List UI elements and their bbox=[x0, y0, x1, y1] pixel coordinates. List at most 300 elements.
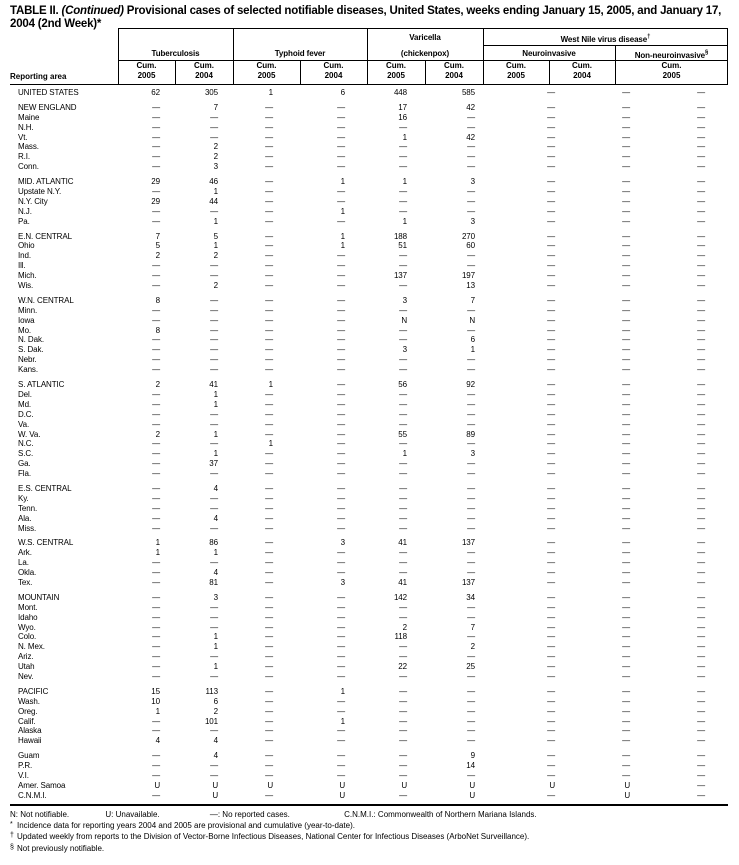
cell-typhoid-2004: — bbox=[337, 736, 345, 746]
cell-typhoid-2004: — bbox=[337, 355, 345, 365]
cell-wnv-neuro-2005: — bbox=[547, 102, 555, 112]
cell-varicella-2004: 9 bbox=[470, 751, 475, 761]
cell-wnv-nonneuro-2005: — bbox=[697, 780, 705, 790]
table-row bbox=[10, 736, 728, 746]
cell-varicella-2004: U bbox=[469, 780, 475, 790]
cell-wnv-neuro-2005: — bbox=[547, 439, 555, 449]
cell-typhoid-2005: — bbox=[265, 152, 273, 162]
cell-wnv-neuro-2005: — bbox=[547, 122, 555, 132]
table-row bbox=[10, 726, 728, 736]
cell-typhoid-2004: — bbox=[337, 642, 345, 652]
table-row bbox=[10, 662, 728, 672]
row-label: Ala. bbox=[18, 513, 32, 523]
cell-typhoid-2005: — bbox=[265, 736, 273, 746]
row-label: Calif. bbox=[18, 716, 36, 726]
cell-tb-2004: 86 bbox=[209, 538, 218, 548]
cell-varicella-2005: 41 bbox=[398, 577, 407, 587]
cell-typhoid-2005: — bbox=[265, 231, 273, 241]
cell-wnv-nonneuro-2005: — bbox=[697, 355, 705, 365]
cell-typhoid-2005: — bbox=[265, 652, 273, 662]
cell-tb-2005: — bbox=[152, 419, 160, 429]
table-row bbox=[10, 578, 728, 588]
table-row bbox=[10, 177, 728, 187]
cell-wnv-nonneuro-2005: — bbox=[697, 716, 705, 726]
cell-tb-2005: — bbox=[152, 365, 160, 375]
cell-wnv-nonneuro-2005: — bbox=[697, 449, 705, 459]
column-header-varicella-2005: Cum. 2005 bbox=[386, 61, 406, 80]
cell-wnv-nonneuro-2005: — bbox=[697, 315, 705, 325]
row-label: MID. ATLANTIC bbox=[18, 177, 74, 187]
cell-typhoid-2005: — bbox=[265, 389, 273, 399]
cell-typhoid-2004: 1 bbox=[340, 716, 345, 726]
cell-tb-2005: — bbox=[152, 449, 160, 459]
cell-wnv-neuro-2005: U bbox=[549, 780, 555, 790]
cell-typhoid-2004: — bbox=[337, 568, 345, 578]
cell-wnv-neuro-2005: — bbox=[547, 305, 555, 315]
cell-wnv-neuro-2005: — bbox=[547, 132, 555, 142]
row-label: Nebr. bbox=[18, 355, 37, 365]
cell-tb-2005: 15 bbox=[151, 686, 160, 696]
cell-varicella-2004: 25 bbox=[466, 662, 475, 672]
cell-varicella-2004: — bbox=[467, 459, 475, 469]
cell-tb-2004: — bbox=[210, 295, 218, 305]
cell-tb-2004: — bbox=[210, 602, 218, 612]
cell-wnv-nonneuro-2005: — bbox=[697, 132, 705, 142]
cell-typhoid-2005: — bbox=[265, 751, 273, 761]
cell-varicella-2004: 137 bbox=[461, 577, 475, 587]
cell-typhoid-2005: — bbox=[265, 399, 273, 409]
row-label: N. Dak. bbox=[18, 335, 44, 345]
cell-tb-2005: — bbox=[152, 726, 160, 736]
column-header-wnv-neuro-2004: Cum. 2004 bbox=[572, 61, 592, 80]
cell-varicella-2004: — bbox=[467, 493, 475, 503]
cell-wnv-nonneuro-2005: — bbox=[697, 261, 705, 271]
table-row bbox=[10, 380, 728, 390]
cell-varicella-2004: — bbox=[467, 112, 475, 122]
column-group-varicella-line1: Varicella bbox=[409, 33, 441, 42]
cell-wnv-neuro-2004: — bbox=[622, 652, 630, 662]
cell-tb-2004: — bbox=[210, 409, 218, 419]
table-title-text: Provisional cases of selected notifiable diseases, United States, weeks ending January 15, 2005, and January 17, 2004 (2nd Week)* bbox=[10, 5, 722, 30]
cell-tb-2005: — bbox=[152, 612, 160, 622]
table-row bbox=[10, 142, 728, 152]
cell-wnv-neuro-2005: — bbox=[547, 216, 555, 226]
cell-tb-2004: 4 bbox=[213, 751, 218, 761]
cell-typhoid-2004: — bbox=[337, 671, 345, 681]
cell-varicella-2005: 188 bbox=[393, 231, 407, 241]
divider bbox=[483, 45, 728, 46]
table-row bbox=[10, 326, 728, 336]
cell-typhoid-2005: — bbox=[265, 558, 273, 568]
cell-wnv-neuro-2005: — bbox=[547, 686, 555, 696]
cell-tb-2005: — bbox=[152, 355, 160, 365]
cell-typhoid-2004: — bbox=[337, 771, 345, 780]
cell-typhoid-2004: — bbox=[337, 295, 345, 305]
cell-wnv-neuro-2004: — bbox=[622, 355, 630, 365]
cell-wnv-nonneuro-2005: — bbox=[697, 112, 705, 122]
column-header-tb-2005: Cum. 2005 bbox=[136, 61, 157, 80]
row-label: Del. bbox=[18, 389, 32, 399]
cell-wnv-neuro-2004: — bbox=[622, 251, 630, 261]
cell-wnv-neuro-2004: — bbox=[622, 483, 630, 493]
cell-varicella-2005: — bbox=[399, 251, 407, 261]
cell-wnv-neuro-2004: — bbox=[622, 231, 630, 241]
cell-wnv-neuro-2005: — bbox=[547, 523, 555, 533]
cell-typhoid-2004: — bbox=[337, 493, 345, 503]
row-label: N.C. bbox=[18, 439, 34, 449]
cell-typhoid-2004: — bbox=[337, 409, 345, 419]
cell-varicella-2005: — bbox=[399, 736, 407, 746]
cell-varicella-2005: — bbox=[399, 503, 407, 513]
cell-typhoid-2004: — bbox=[337, 706, 345, 716]
cell-wnv-neuro-2004: — bbox=[622, 632, 630, 642]
cell-tb-2005: — bbox=[152, 261, 160, 271]
cell-wnv-nonneuro-2005: — bbox=[697, 568, 705, 578]
cell-wnv-neuro-2004: — bbox=[622, 548, 630, 558]
cell-typhoid-2005: — bbox=[265, 622, 273, 632]
footnote-section: § Not previously notifiable. bbox=[10, 843, 105, 853]
cell-wnv-neuro-2004: — bbox=[622, 335, 630, 345]
cell-varicella-2004: 197 bbox=[461, 271, 475, 281]
cell-wnv-nonneuro-2005: — bbox=[697, 281, 705, 291]
row-label: Conn. bbox=[18, 162, 39, 172]
cell-wnv-neuro-2004: — bbox=[622, 345, 630, 355]
table-row bbox=[10, 296, 728, 306]
cell-typhoid-2004: 3 bbox=[340, 577, 345, 587]
cell-tb-2004: — bbox=[210, 122, 218, 132]
cell-tb-2004: 101 bbox=[204, 716, 218, 726]
cell-tb-2004: 3 bbox=[213, 162, 218, 172]
cell-typhoid-2004: — bbox=[337, 429, 345, 439]
column-group-varicella-line2: (chickenpox) bbox=[400, 49, 450, 58]
cell-wnv-neuro-2005: — bbox=[547, 558, 555, 568]
cell-wnv-neuro-2005: — bbox=[547, 315, 555, 325]
cell-wnv-neuro-2004: — bbox=[622, 592, 630, 602]
cell-typhoid-2005: — bbox=[265, 429, 273, 439]
cell-tb-2005: — bbox=[152, 632, 160, 642]
cell-varicella-2005: 51 bbox=[398, 241, 407, 251]
cell-wnv-neuro-2005: — bbox=[547, 751, 555, 761]
cell-typhoid-2004: — bbox=[337, 216, 345, 226]
cell-varicella-2004: — bbox=[467, 706, 475, 716]
cell-wnv-neuro-2004: — bbox=[622, 177, 630, 187]
cell-varicella-2004: — bbox=[467, 771, 475, 780]
cell-wnv-neuro-2004: — bbox=[622, 469, 630, 479]
cell-varicella-2004: 1 bbox=[470, 345, 475, 355]
table-row bbox=[10, 781, 728, 791]
cell-typhoid-2004: — bbox=[337, 612, 345, 622]
cell-wnv-neuro-2005: — bbox=[547, 419, 555, 429]
cell-varicella-2005: 1 bbox=[402, 132, 407, 142]
cell-varicella-2005: — bbox=[399, 726, 407, 736]
cell-wnv-nonneuro-2005: — bbox=[697, 429, 705, 439]
cell-wnv-nonneuro-2005: — bbox=[697, 206, 705, 216]
cell-tb-2005: — bbox=[152, 513, 160, 523]
cell-varicella-2004: 2 bbox=[470, 642, 475, 652]
cell-wnv-nonneuro-2005: — bbox=[697, 187, 705, 197]
row-label: Mont. bbox=[18, 602, 38, 612]
table-row bbox=[10, 400, 728, 410]
cell-wnv-nonneuro-2005: — bbox=[697, 592, 705, 602]
cell-varicella-2004: 3 bbox=[470, 177, 475, 187]
cell-varicella-2005: — bbox=[399, 206, 407, 216]
cell-wnv-neuro-2004: — bbox=[622, 389, 630, 399]
cell-tb-2005: — bbox=[152, 483, 160, 493]
cell-typhoid-2004: — bbox=[337, 196, 345, 206]
cell-tb-2005: 62 bbox=[151, 88, 160, 97]
cell-typhoid-2004: — bbox=[337, 271, 345, 281]
cell-tb-2005: — bbox=[152, 399, 160, 409]
cell-tb-2004: 1 bbox=[213, 241, 218, 251]
cell-wnv-neuro-2004: — bbox=[622, 152, 630, 162]
row-label: Ga. bbox=[18, 459, 31, 469]
cell-wnv-neuro-2005: — bbox=[547, 577, 555, 587]
cell-typhoid-2005: — bbox=[265, 761, 273, 771]
cell-varicella-2004: — bbox=[467, 602, 475, 612]
cell-varicella-2004: — bbox=[467, 469, 475, 479]
row-label: Alaska bbox=[18, 726, 42, 736]
legend-item-cnmi: C.N.M.I.: Commonwealth of Northern Mariana Islands. bbox=[344, 809, 537, 819]
row-label: W. Va. bbox=[18, 429, 41, 439]
cell-wnv-neuro-2005: — bbox=[547, 612, 555, 622]
row-label: Colo. bbox=[18, 632, 37, 642]
row-label: Upstate N.Y. bbox=[18, 187, 62, 197]
cell-typhoid-2005: — bbox=[265, 281, 273, 291]
cell-varicella-2005: — bbox=[399, 716, 407, 726]
cell-wnv-nonneuro-2005: — bbox=[697, 177, 705, 187]
cell-wnv-nonneuro-2005: — bbox=[697, 231, 705, 241]
cell-typhoid-2005: 1 bbox=[268, 88, 273, 97]
table-row bbox=[10, 469, 728, 479]
row-label: S. Dak. bbox=[18, 345, 44, 355]
row-label: Kans. bbox=[18, 365, 38, 375]
cell-varicella-2005: — bbox=[399, 335, 407, 345]
table-row bbox=[10, 345, 728, 355]
legend-item-n: N: Not notifiable. bbox=[10, 809, 70, 819]
cell-tb-2004: 1 bbox=[213, 632, 218, 642]
cell-typhoid-2004: — bbox=[337, 761, 345, 771]
table-row bbox=[10, 88, 728, 98]
cell-wnv-neuro-2004: — bbox=[622, 568, 630, 578]
cell-wnv-neuro-2005: — bbox=[547, 241, 555, 251]
row-label: C.N.M.I. bbox=[18, 790, 47, 800]
cell-wnv-nonneuro-2005: — bbox=[697, 196, 705, 206]
cell-typhoid-2005: — bbox=[265, 790, 273, 800]
cell-varicella-2004: — bbox=[467, 513, 475, 523]
table-row bbox=[10, 241, 728, 251]
cell-typhoid-2005: — bbox=[265, 365, 273, 375]
cell-varicella-2005: 2 bbox=[402, 622, 407, 632]
cell-tb-2004: — bbox=[210, 469, 218, 479]
cell-wnv-neuro-2005: — bbox=[547, 325, 555, 335]
legend-item-dash: —: No reported cases. bbox=[209, 809, 290, 819]
cell-wnv-neuro-2005: — bbox=[547, 112, 555, 122]
cell-typhoid-2004: — bbox=[337, 335, 345, 345]
cell-tb-2004: 1 bbox=[213, 429, 218, 439]
cell-wnv-nonneuro-2005: — bbox=[697, 409, 705, 419]
cell-typhoid-2005: 1 bbox=[268, 439, 273, 449]
cell-varicella-2005: — bbox=[399, 281, 407, 291]
cell-wnv-neuro-2004: — bbox=[622, 706, 630, 716]
cell-varicella-2004: — bbox=[467, 152, 475, 162]
divider bbox=[10, 84, 728, 85]
cell-tb-2004: — bbox=[210, 761, 218, 771]
cell-tb-2005: — bbox=[152, 142, 160, 152]
cell-varicella-2004: — bbox=[467, 187, 475, 197]
cell-varicella-2004: — bbox=[467, 122, 475, 132]
cell-wnv-neuro-2005: — bbox=[547, 449, 555, 459]
cell-wnv-neuro-2005: — bbox=[547, 152, 555, 162]
cell-varicella-2004: — bbox=[467, 671, 475, 681]
cell-tb-2005: — bbox=[152, 206, 160, 216]
cell-tb-2005: — bbox=[152, 271, 160, 281]
cell-typhoid-2004: — bbox=[337, 548, 345, 558]
row-label: V.I. bbox=[18, 771, 29, 780]
column-group-typhoid-fever: Typhoid fever bbox=[274, 49, 326, 58]
cell-wnv-neuro-2004: — bbox=[622, 662, 630, 672]
cell-typhoid-2004: — bbox=[337, 503, 345, 513]
column-group-west-nile: West Nile virus disease† bbox=[560, 34, 651, 44]
cell-typhoid-2004: — bbox=[337, 152, 345, 162]
table-row bbox=[10, 306, 728, 316]
cell-tb-2005: — bbox=[152, 187, 160, 197]
table-row bbox=[10, 603, 728, 613]
cell-tb-2004: — bbox=[210, 726, 218, 736]
cell-tb-2004: — bbox=[210, 503, 218, 513]
cell-varicella-2005: — bbox=[399, 513, 407, 523]
cell-wnv-nonneuro-2005: — bbox=[697, 365, 705, 375]
cell-wnv-neuro-2005: — bbox=[547, 652, 555, 662]
cell-typhoid-2005: — bbox=[265, 686, 273, 696]
cell-wnv-neuro-2004: — bbox=[622, 295, 630, 305]
row-label: Mich. bbox=[18, 271, 37, 281]
cell-varicella-2004: — bbox=[467, 736, 475, 746]
table-row bbox=[10, 568, 728, 578]
cell-varicella-2004: 585 bbox=[461, 88, 475, 97]
cell-typhoid-2005: — bbox=[265, 206, 273, 216]
cell-tb-2004: 44 bbox=[209, 196, 218, 206]
cell-wnv-neuro-2005: — bbox=[547, 345, 555, 355]
table-continued-note: (Continued) bbox=[61, 5, 124, 17]
cell-tb-2005: — bbox=[152, 112, 160, 122]
row-label: Ky. bbox=[18, 493, 29, 503]
cell-wnv-neuro-2004: — bbox=[622, 736, 630, 746]
cell-varicella-2004: — bbox=[467, 365, 475, 375]
row-label: Ariz. bbox=[18, 652, 34, 662]
cell-typhoid-2005: — bbox=[265, 548, 273, 558]
cell-tb-2005: — bbox=[152, 122, 160, 132]
cell-wnv-neuro-2004: — bbox=[622, 523, 630, 533]
cell-tb-2004: 1 bbox=[213, 187, 218, 197]
cell-tb-2005: — bbox=[152, 345, 160, 355]
cell-tb-2005: — bbox=[152, 558, 160, 568]
table-row bbox=[10, 390, 728, 400]
table-row bbox=[10, 642, 728, 652]
cell-tb-2005: — bbox=[152, 761, 160, 771]
row-label: E.S. CENTRAL bbox=[18, 483, 72, 493]
cell-wnv-neuro-2005: — bbox=[547, 187, 555, 197]
cell-wnv-neuro-2004: — bbox=[622, 493, 630, 503]
cell-varicella-2005: 3 bbox=[402, 295, 407, 305]
cell-typhoid-2005: — bbox=[265, 216, 273, 226]
cell-varicella-2004: — bbox=[467, 162, 475, 172]
cell-wnv-neuro-2004: — bbox=[622, 716, 630, 726]
cell-wnv-neuro-2004: — bbox=[622, 696, 630, 706]
cell-wnv-neuro-2005: — bbox=[547, 671, 555, 681]
cell-wnv-neuro-2004: — bbox=[622, 602, 630, 612]
cell-typhoid-2005: — bbox=[265, 409, 273, 419]
cell-tb-2004: — bbox=[210, 439, 218, 449]
cell-wnv-neuro-2004: — bbox=[622, 751, 630, 761]
cell-tb-2005: — bbox=[152, 771, 160, 780]
cell-tb-2004: 1 bbox=[213, 548, 218, 558]
cell-typhoid-2004: 6 bbox=[340, 88, 345, 97]
cell-varicella-2005: — bbox=[399, 399, 407, 409]
cell-varicella-2004: — bbox=[467, 196, 475, 206]
cell-wnv-nonneuro-2005: — bbox=[697, 469, 705, 479]
cell-wnv-neuro-2005: — bbox=[547, 196, 555, 206]
cell-tb-2005: — bbox=[152, 409, 160, 419]
cell-typhoid-2004: — bbox=[337, 112, 345, 122]
cell-typhoid-2004: — bbox=[337, 132, 345, 142]
cell-varicella-2005: 1 bbox=[402, 449, 407, 459]
row-label: D.C. bbox=[18, 409, 34, 419]
cell-typhoid-2005: — bbox=[265, 122, 273, 132]
table-row bbox=[10, 197, 728, 207]
cell-wnv-nonneuro-2005: — bbox=[697, 142, 705, 152]
cell-tb-2004: 2 bbox=[213, 142, 218, 152]
table-row bbox=[10, 632, 728, 642]
cell-tb-2005: — bbox=[152, 281, 160, 291]
cell-tb-2005: 29 bbox=[151, 196, 160, 206]
cell-varicella-2004: — bbox=[467, 439, 475, 449]
cell-typhoid-2004: — bbox=[337, 380, 345, 390]
dagger-footnote-marker: † bbox=[647, 34, 651, 40]
cell-typhoid-2004: — bbox=[337, 449, 345, 459]
cell-wnv-nonneuro-2005: — bbox=[697, 602, 705, 612]
cell-tb-2004: 46 bbox=[209, 177, 218, 187]
cell-wnv-neuro-2005: — bbox=[547, 513, 555, 523]
cell-tb-2005: — bbox=[152, 102, 160, 112]
cell-tb-2004: — bbox=[210, 523, 218, 533]
cell-tb-2005: 8 bbox=[155, 295, 160, 305]
cell-tb-2005: — bbox=[152, 523, 160, 533]
cell-wnv-neuro-2004: — bbox=[622, 399, 630, 409]
cell-wnv-neuro-2005: — bbox=[547, 399, 555, 409]
cell-tb-2004: — bbox=[210, 652, 218, 662]
table-row bbox=[10, 504, 728, 514]
cell-tb-2005: — bbox=[152, 716, 160, 726]
cell-wnv-nonneuro-2005: — bbox=[697, 577, 705, 587]
cell-varicella-2005: — bbox=[399, 523, 407, 533]
cell-tb-2004: 1 bbox=[213, 449, 218, 459]
cell-tb-2005: — bbox=[152, 152, 160, 162]
cell-varicella-2005: — bbox=[399, 761, 407, 771]
cell-wnv-nonneuro-2005: — bbox=[697, 325, 705, 335]
row-label: R.I. bbox=[18, 152, 31, 162]
cell-wnv-nonneuro-2005: — bbox=[697, 706, 705, 716]
cell-typhoid-2004: 1 bbox=[340, 177, 345, 187]
cell-wnv-neuro-2004: — bbox=[622, 686, 630, 696]
cell-varicella-2004: — bbox=[467, 503, 475, 513]
cell-tb-2005: — bbox=[152, 652, 160, 662]
cell-typhoid-2005: — bbox=[265, 568, 273, 578]
row-label: S. ATLANTIC bbox=[18, 380, 65, 390]
cell-wnv-neuro-2005: — bbox=[547, 771, 555, 780]
cell-varicella-2005: 56 bbox=[398, 380, 407, 390]
cell-varicella-2005: 448 bbox=[393, 88, 407, 97]
cell-typhoid-2005: — bbox=[265, 513, 273, 523]
